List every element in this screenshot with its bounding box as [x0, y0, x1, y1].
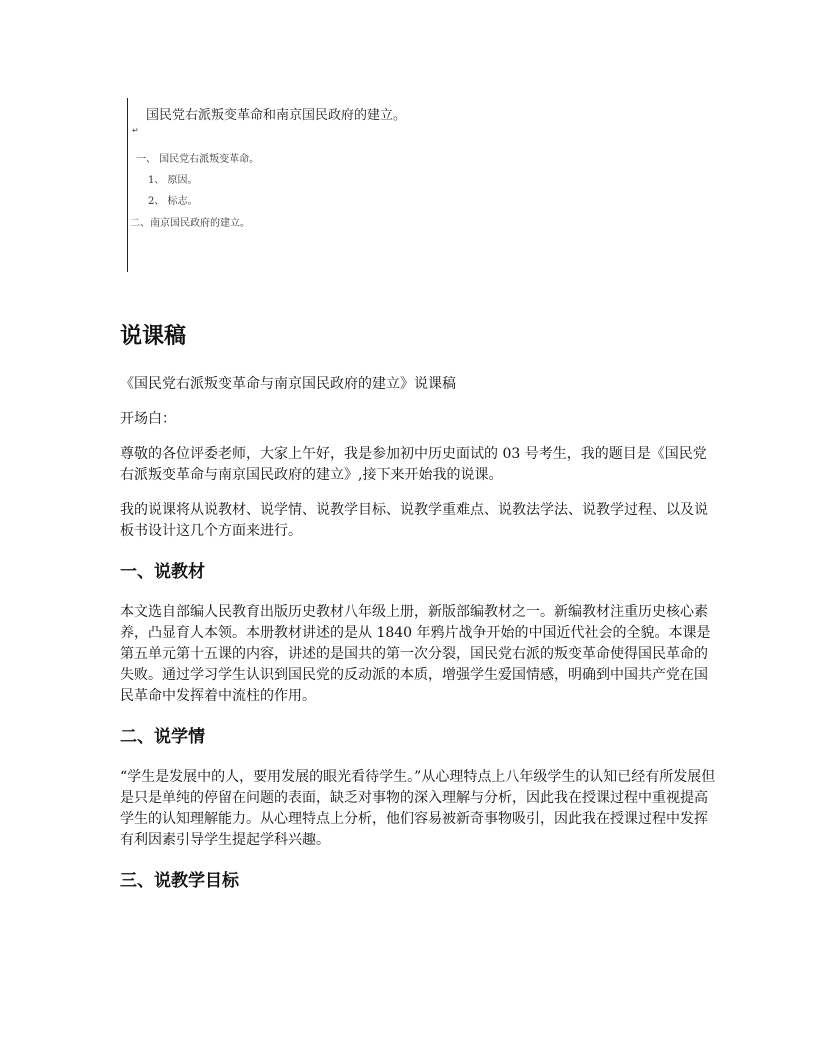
paragraph-mark: ↵ [132, 126, 139, 135]
document-body [120, 318, 720, 911]
section-body-students: “学生是发展中的人，要用发展的眼光看待学生。”从心理特点上八年级学生的认知已经有所发展但是只是单纯的停留在问题的表面，缺乏对事物的深入理解与分析，因此我在授课过程中重视提高学生的认知理解能力。从心理特点上分析，他们容易被新奇事物吸引，因此我在授课过程中发挥有利因素引导学生提起学科兴趣。 [120, 769, 716, 848]
section-heading-students: 二、说学情 [120, 727, 205, 747]
section-heading-objectives: 三、说教学目标 [120, 871, 239, 891]
opening-paragraph: 尊敬的各位评委老师，大家上午好，我是参加初中历史面试的 03 号考生，我的题目是《国民党右派叛变革命与南京国民政府的建立》,接下来开始我的说课。 [120, 446, 707, 483]
document-title: 说课稿 [120, 324, 187, 349]
board-line-4: 二、南京国民政府的建立。 [130, 218, 250, 229]
board-line-3: 2、 标志。 [148, 196, 198, 207]
document-subtitle: 《国民党右派叛变革命与南京国民政府的建立》说课稿 [120, 376, 456, 392]
overview-paragraph: 我的说课将从说教材、说学情、说教学目标、说教学重难点、说教法学法、说教学过程、以及说板书设计这几个方面来进行。 [120, 502, 708, 539]
section-heading-textbook: 一、说教材 [120, 562, 205, 582]
blackboard-sketch [127, 98, 407, 272]
opening-label: 开场白： [120, 411, 176, 427]
board-title: 国民党右派叛变革命和南京国民政府的建立。 [146, 108, 407, 123]
section-body-textbook: 本文选自部编人民教育出版历史教材八年级上册，新版部编教材之一。新编教材注重历史核心素养，凸显育人本领。本册教材讲述的是从 1840 年鸦片战争开始的中国近代社会的全貌。本课是第五单元第十五课的内容，讲述的是国共的第一次分裂，国民党右派的叛变革命使得国民革命的失败。通过学习学生认识到国民党的反动派的本质，增强学生爱国情感，明确到中国共产党在国民革命中发挥着中流柱的作用。 [120, 604, 711, 704]
board-line-2: 1、 原因。 [148, 175, 198, 186]
board-line-1: 一、 国民党右派叛变革命。 [136, 154, 260, 165]
